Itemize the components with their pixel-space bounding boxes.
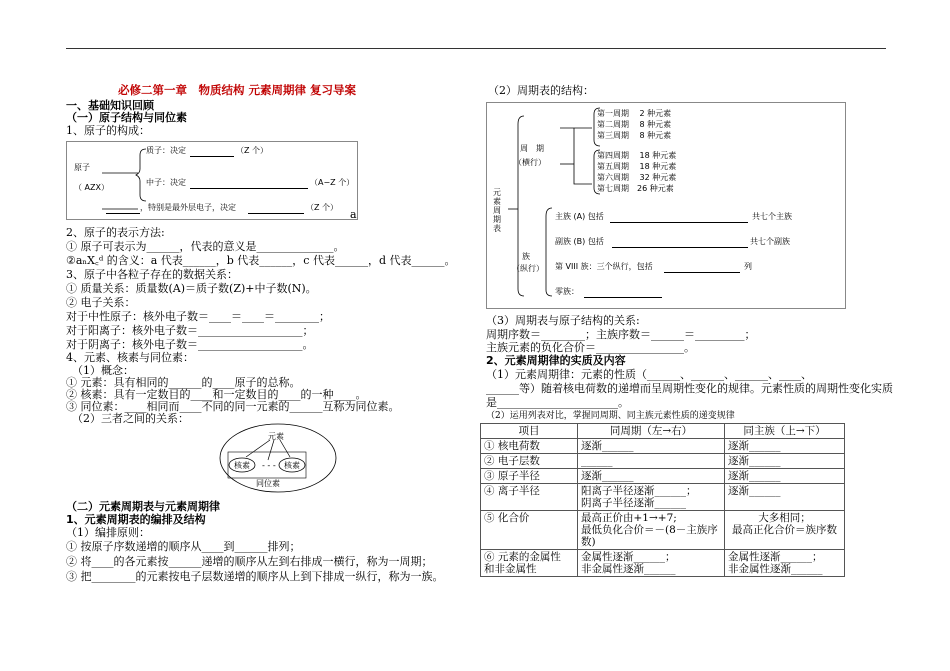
zero-group-label: 零族： xyxy=(555,287,579,296)
question-3b: ② 电子关系： xyxy=(66,296,136,309)
principles-heading: （1）编排原则： xyxy=(66,526,150,539)
section-heading: 一、基础知识回顾 xyxy=(66,99,154,112)
periodic-table-heading: 1、元素周期表的编排及结构 xyxy=(66,513,206,526)
proton-label: 质子：决定 xyxy=(146,146,186,155)
figure-mark: a xyxy=(350,208,357,221)
principle-b: ② 将____的各元素按______递增的顺序从左到右排成一横行，称为一周期； xyxy=(66,555,433,568)
sub-group-blank[interactable] xyxy=(612,237,748,248)
column-header: 项目 xyxy=(481,424,578,439)
electron-blank-2[interactable] xyxy=(248,203,304,214)
proton-blank[interactable] xyxy=(190,146,234,157)
group-viii-label: 第 VIII 族：三个纵行，包括 xyxy=(555,262,653,271)
table-header-row xyxy=(481,424,845,439)
period-row: 第七周期 26 种元素 xyxy=(597,184,674,193)
question-4c: ③ 同位素：____相同而____不同的同一元素的______互称为同位素。 xyxy=(66,400,400,413)
table-cell[interactable]: 阳离子半径逐渐______； 阴离子半径逐渐______ xyxy=(578,484,725,511)
principle-c: ③ 把________的元素按电子层数递增的顺序从上到下排成一纵行，称为一族。 xyxy=(66,570,444,583)
neutron-blank[interactable] xyxy=(190,178,308,189)
column-header: 同主族（上→下） xyxy=(725,424,845,439)
period-label: 周 期 xyxy=(520,144,544,153)
question-4b: ② 核素：具有一定数目的____和一定数目的____的一种____。 xyxy=(66,388,367,401)
table-structure-heading: （2）周期表的结构： xyxy=(488,84,594,97)
question-2a: ① 原子可表示为______，代表的意义是______________。 xyxy=(66,240,345,253)
relation-a: 周期序数＝________；主族序数＝______＝_________； xyxy=(486,328,756,341)
table-cell: ④ 离子半径 xyxy=(481,484,578,511)
venn-nuclide-right: 核素 xyxy=(284,461,300,470)
table-cell: ② 电子层数 xyxy=(481,454,578,469)
periodic-law-3: 是______________________。 xyxy=(486,396,629,409)
table-cell[interactable]: 逐渐______ xyxy=(725,484,845,511)
table-row xyxy=(481,469,845,484)
group-viii-end: 列 xyxy=(744,262,752,271)
relation-b: 主族元素的负化合价＝________________。 xyxy=(486,341,695,354)
tree-root: 元素周期表 xyxy=(493,188,501,233)
periodic-law-heading: 2、元素周期律的实质及内容 xyxy=(486,354,626,367)
period-sub: （横行） xyxy=(514,158,546,167)
question-4a: ① 元素：具有相同的______的____原子的总称。 xyxy=(66,376,301,389)
table-cell[interactable]: 金属性逐渐______； 非金属性逐渐______ xyxy=(578,550,725,577)
group-sub: （纵行） xyxy=(512,264,544,273)
principle-a: ① 按原子序数递增的顺序从____到______排列； xyxy=(66,540,301,553)
page-title: 必修二第一章 物质结构 元素周期律 复习导案 xyxy=(118,83,357,97)
period-row: 第三周期 8 种元素 xyxy=(597,131,672,140)
venn-nuclide-left: 核素 xyxy=(234,461,250,470)
atom-root-label: 原子 xyxy=(74,163,90,172)
question-3c: 对于中性原子：核外电子数＝____＝____＝________； xyxy=(66,310,330,323)
periodic-law-1: （1）元素周期律：元素的性质（______、______、______、____、 xyxy=(486,368,812,381)
question-4-2: （2）三者之间的关系： xyxy=(72,412,189,425)
table-row xyxy=(481,484,845,511)
main-group-label: 主族 (A) 包括 xyxy=(555,212,604,221)
property-comparison-table xyxy=(480,423,845,577)
proton-count: （Z 个） xyxy=(236,146,269,155)
table-cell[interactable]: 逐渐______ xyxy=(725,454,845,469)
relation-heading: （3）周期表与原子结构的关系: xyxy=(486,314,640,327)
table-row xyxy=(481,454,845,469)
table-row xyxy=(481,511,845,550)
group-viii-blank[interactable] xyxy=(664,262,740,273)
table-cell: 最高正价由+1→+7; 最低负化合价＝－(8－主族序数) xyxy=(578,511,725,550)
period-row: 第六周期 32 种元素 xyxy=(597,173,677,182)
question-4-1: （1）概念： xyxy=(72,364,134,377)
venn-isotope: 同位素 xyxy=(256,479,280,488)
venn-element: 元素 xyxy=(268,432,284,441)
neutron-label: 中子：决定 xyxy=(146,178,186,187)
table-row xyxy=(481,550,845,577)
neutron-count: （A−Z 个） xyxy=(310,178,355,187)
column-header: 同周期（左→右） xyxy=(578,424,725,439)
period-row: 第五周期 18 种元素 xyxy=(597,162,677,171)
question-3d: 对于阳离子：核外电子数＝___________________； xyxy=(66,324,314,337)
sub-group-label: 副族 (B) 包括 xyxy=(555,237,604,246)
table-cell: ⑤ 化合价 xyxy=(481,511,578,550)
table-cell: ⑥ 元素的金属性 和非金属性 xyxy=(481,550,578,577)
sub-group-end: 共七个副族 xyxy=(750,237,790,246)
question-3e: 对于阴离子：核外电子数＝___________________。 xyxy=(66,338,314,351)
period-row: 第二周期 8 种元素 xyxy=(597,120,672,129)
table-cell: 大多相同； 最高正化合价＝族序数 xyxy=(725,511,845,550)
subsection-heading: （一）原子结构与同位素 xyxy=(66,111,187,124)
question-3: 3、原子中各粒子存在的数据关系： xyxy=(66,268,238,281)
table-row xyxy=(481,439,845,454)
question-1: 1、原子的构成： xyxy=(66,124,150,137)
electron-blank-1[interactable] xyxy=(106,203,140,214)
zero-group-blank[interactable] xyxy=(584,287,662,298)
table-cell: ① 核电荷数 xyxy=(481,439,578,454)
table-cell[interactable]: ______ xyxy=(578,454,725,469)
main-group-blank[interactable] xyxy=(610,212,748,223)
question-3a: ① 质量关系：质量数(A)＝质子数(Z)+中子数(N)。 xyxy=(66,282,317,295)
comparison-intro: （2）运用列表对比，掌握同周期、同主族元素性质的递变规律 xyxy=(486,411,735,421)
group-label: 族 xyxy=(522,252,530,261)
venn-dots: - - - xyxy=(262,461,276,470)
table-cell: ③ 原子半径 xyxy=(481,469,578,484)
header-rule xyxy=(66,48,886,49)
table-cell[interactable]: 逐渐______ xyxy=(578,469,725,484)
electron-label: ，特别是最外层电子，决定 xyxy=(140,203,236,212)
table-cell[interactable]: 逐渐______ xyxy=(725,469,845,484)
table-cell[interactable]: 金属性逐渐______； 非金属性逐渐______ xyxy=(725,550,845,577)
question-2b: ②aₙX꜀ᵈ 的含义：a 代表______，b 代表______，c 代表______，d 代表______。 xyxy=(66,254,456,267)
electron-count: （Z 个） xyxy=(306,203,339,212)
question-2: 2、原子的表示方法: xyxy=(66,226,165,239)
atom-symbol: （ AZX） xyxy=(74,183,109,192)
subsection-heading-2: （二）元素周期表与元素周期律 xyxy=(66,500,220,513)
table-cell[interactable]: 逐渐______ xyxy=(578,439,725,454)
main-group-end: 共七个主族 xyxy=(752,212,792,221)
period-row: 第一周期 2 种元素 xyxy=(597,109,672,118)
periodic-law-2: ______等）随着核电荷数的递增而呈周期性变化的规律。元素性质的周期性变化实质 xyxy=(486,382,893,395)
question-4: 4、元素、核素与同位素： xyxy=(66,351,194,364)
period-row: 第四周期 18 种元素 xyxy=(597,151,677,160)
table-cell[interactable]: 逐渐______ xyxy=(725,439,845,454)
